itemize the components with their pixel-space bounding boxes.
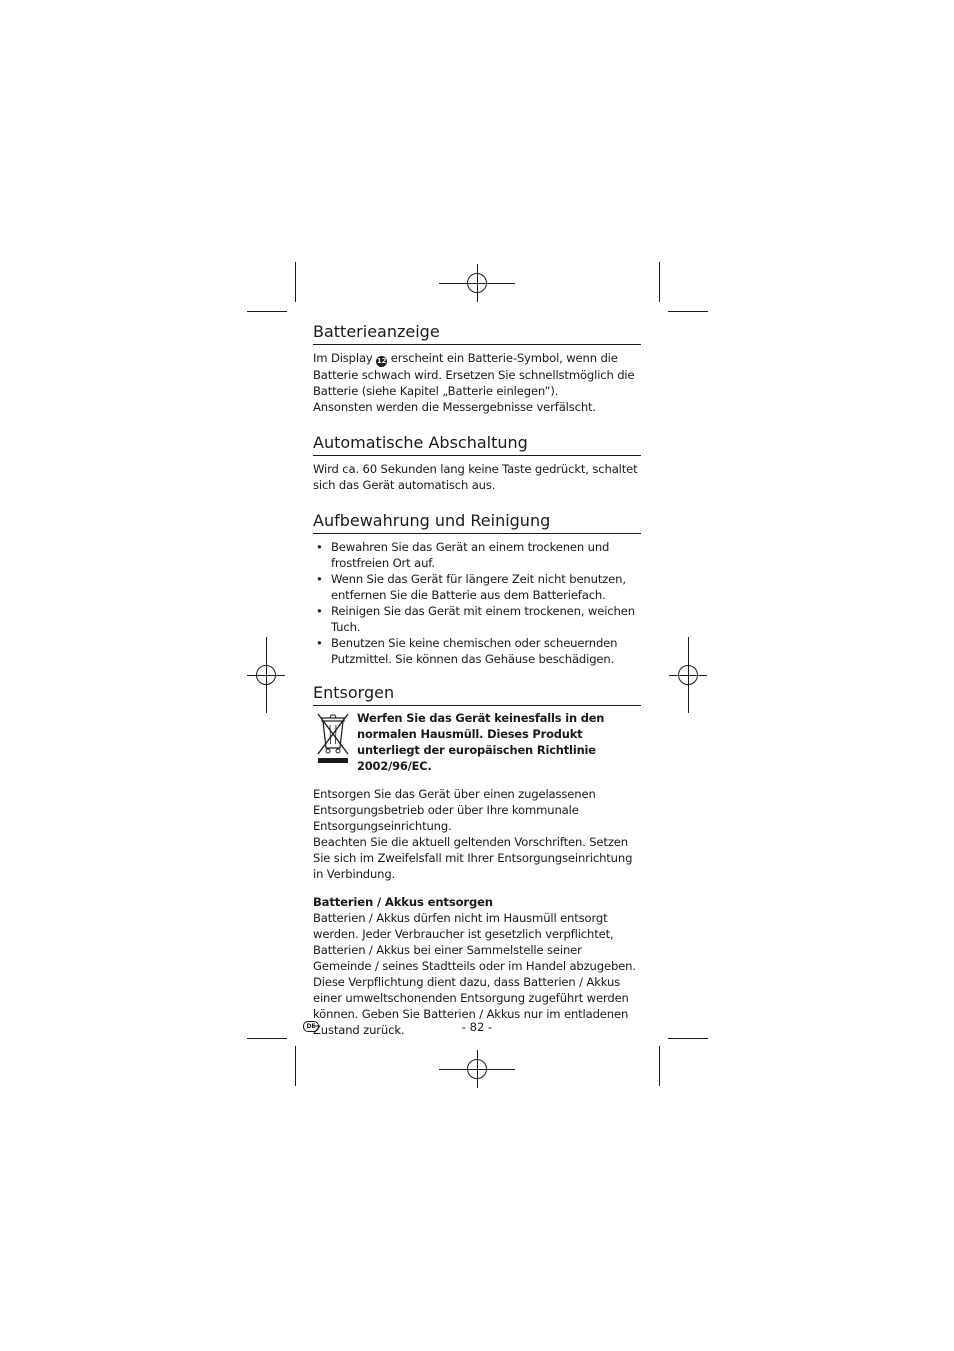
page-footer [303, 1019, 641, 1035]
section-auto-off [313, 433, 641, 493]
paragraph: Entsorgen Sie das Gerät über einen zugelassenen Entsorgungsbetrieb oder über Ihre kommunale Entsorgungseinrichtung. [313, 787, 596, 833]
section-storage-cleaning [313, 511, 641, 667]
crop-mark [659, 1046, 660, 1086]
registration-mark [678, 665, 698, 685]
text: Im Display [313, 351, 373, 365]
paragraph: Beachten Sie die aktuell geltenden Vorschriften. Setzen Sie sich im Zweifelsfall mit Ihrer Entsorgungseinrichtung in Verbindung. [313, 835, 633, 881]
language-badge: DE [303, 1021, 319, 1032]
list-item: • Reinigen Sie das Gerät mit einem trockenen, weichen Tuch. [313, 603, 641, 635]
registration-mark [467, 1059, 487, 1079]
paragraph: Batterien / Akkus dürfen nicht im Hausmüll entsorgt werden. Jeder Verbraucher ist gesetzlich verpflichtet, Batterien / Akkus bei einer Sammelstelle seiner Gemeinde / seines Stadtteils oder im Handel abzugeben. [313, 911, 636, 973]
subsection-title: Batterien / Akkus entsorgen [313, 895, 493, 909]
page-content [313, 322, 641, 1038]
crop-mark [668, 1038, 708, 1039]
section-title: Aufbewahrung und Reinigung [313, 511, 641, 534]
section-battery-indicator [313, 322, 641, 415]
crop-mark [659, 262, 660, 302]
list-item: • Bewahren Sie das Gerät an einem trockenen und frostfreien Ort auf. [313, 539, 641, 571]
list-item: • Benutzen Sie keine chemischen oder scheuernden Putzmittel. Sie können das Gehäuse beschädigen. [313, 635, 641, 667]
crossed-out-wheelie-bin-icon [313, 710, 353, 764]
crop-mark [247, 1038, 287, 1039]
bullet-list [313, 539, 641, 667]
section-title: Batterieanzeige [313, 322, 641, 345]
registration-mark [256, 665, 276, 685]
crop-mark [247, 311, 287, 312]
paragraph: Wird ca. 60 Sekunden lang keine Taste gedrückt, schaltet sich das Gerät automatisch aus. [313, 462, 638, 492]
paragraph: Ansonsten werden die Messergebnisse verfälscht. [313, 400, 596, 414]
display-number-marker: 12 [376, 357, 387, 365]
paragraph [313, 350, 641, 399]
crop-mark [295, 262, 296, 302]
section-title: Automatische Abschaltung [313, 433, 641, 456]
crop-mark [295, 1046, 296, 1086]
paragraph: Diese Verpflichtung dient dazu, dass Batterien / Akkus einer umweltschonenden Entsorgung zugeführt werden können. Geben Sie Batterien / Akkus nur im entladenen Zustand zurück. [313, 975, 629, 1037]
list-item: • Wenn Sie das Gerät für längere Zeit nicht benutzen, entfernen Sie die Batterie aus dem Batteriefach. [313, 571, 641, 603]
crop-mark [668, 311, 708, 312]
page-number: - 82 - [461, 1020, 493, 1034]
registration-mark [467, 273, 487, 293]
section-title: Entsorgen [313, 683, 641, 706]
warning-text: Werfen Sie das Gerät keinesfalls in den normalen Hausmüll. Dieses Produkt unterliegt der europäischen Richtlinie 2002/96/EC. [357, 711, 605, 773]
disposal-warning [313, 710, 641, 774]
text: erscheint ein Batterie-Symbol, wenn die Batterie schwach wird. Ersetzen Sie schnellstmöglich die Batterie (siehe Kapitel „Batterie einlegen”). [313, 351, 635, 398]
section-disposal [313, 683, 641, 1038]
